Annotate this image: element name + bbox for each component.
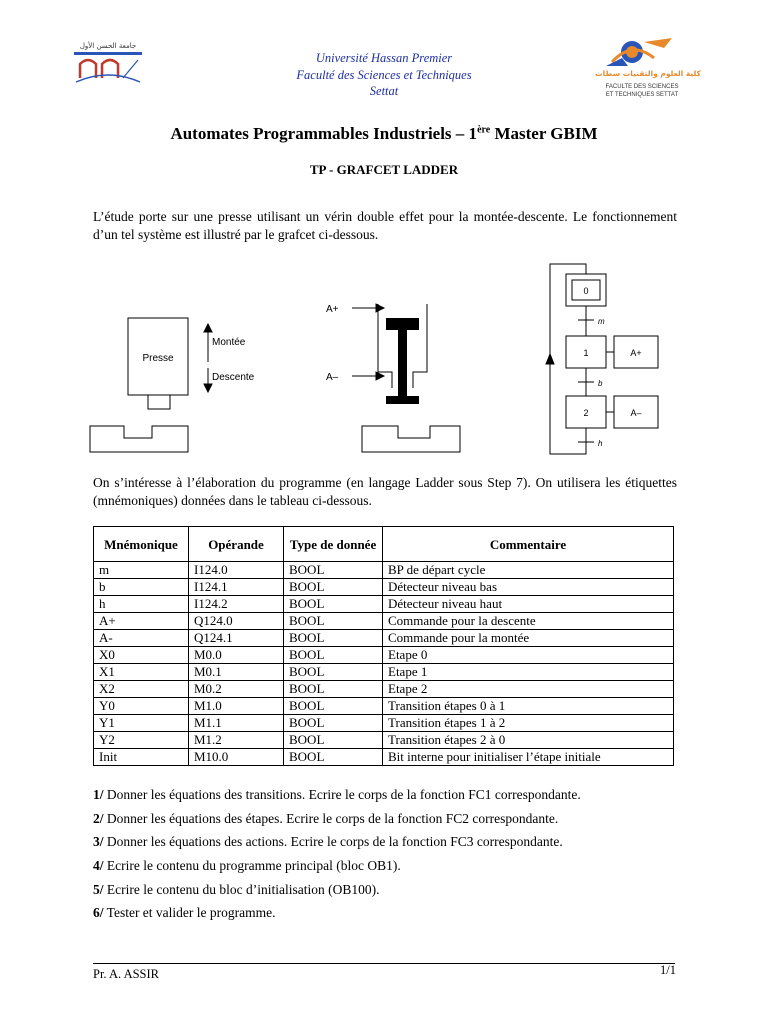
table-intro-paragraph: On s’intéresse à l’élaboration du programme (en langage Ladder sous Step 7). On utilisera les étiquettes (mnémoniques) données dans le tableau ci-dessous. <box>93 475 677 508</box>
table-cell: Y2 <box>94 732 189 749</box>
transition-m-label: m <box>598 317 605 326</box>
question-item <box>93 786 693 810</box>
question-number: 4/ <box>93 858 104 874</box>
table-row <box>94 681 674 698</box>
up-label: Montée <box>212 337 246 348</box>
table-cell: Etape 0 <box>383 647 674 664</box>
table-cell: BOOL <box>284 562 383 579</box>
table-row <box>94 715 674 732</box>
intro-paragraph: L’étude porte sur une presse utilisant un vérin double effet pour la montée-descente. Le fonctionnement d’un tel système est illustré par le grafcet ci-dessous. <box>93 209 677 242</box>
table-cell: Q124.1 <box>189 630 284 647</box>
press-label: Presse <box>142 353 174 364</box>
a-plus-label: A+ <box>326 304 339 315</box>
col-commentaire: Commentaire <box>383 527 674 562</box>
transition-h-label: h <box>598 439 603 448</box>
questions-list <box>93 786 693 928</box>
question-number: 6/ <box>93 905 104 921</box>
question-item <box>93 857 693 881</box>
table-cell: Transition étapes 0 à 1 <box>383 698 674 715</box>
table-cell: BOOL <box>284 630 383 647</box>
step-1-label: 1 <box>583 348 589 358</box>
logo-right-line1: FACULTE DES SCIENCES <box>605 84 679 90</box>
question-item <box>93 904 693 928</box>
table-cell: Commande pour la montée <box>383 630 674 647</box>
table-cell: X1 <box>94 664 189 681</box>
table-cell: Transition étapes 1 à 2 <box>383 715 674 732</box>
logo-right-line2: ET TECHNIQUES SETTAT <box>605 92 679 98</box>
table-row <box>94 579 674 596</box>
document-title: Automates Programmables Industriels – 1ère Master GBIM <box>170 124 598 143</box>
a-minus-arrow-icon <box>376 372 384 380</box>
table-cell: A+ <box>94 613 189 630</box>
a-minus-label: A– <box>326 372 339 383</box>
action-2-label: A– <box>630 408 642 418</box>
table-cell: M1.1 <box>189 715 284 732</box>
question-text: Tester et valider le programme. <box>103 905 276 921</box>
step-2-label: 2 <box>583 408 589 418</box>
diagram-svg <box>80 258 700 463</box>
table-cell: Etape 1 <box>383 664 674 681</box>
table-cell: Transition étapes 2 à 0 <box>383 732 674 749</box>
press-grafcet-diagram <box>80 258 700 463</box>
table-cell: BOOL <box>284 613 383 630</box>
logo-right-arabic-text: كلية العلوم والتقنيات سطات <box>595 69 701 78</box>
table-cell: BOOL <box>284 749 383 766</box>
table-cell: M0.2 <box>189 681 284 698</box>
cylinder-die <box>362 426 460 452</box>
document-subtitle: TP - GRAFCET LADDER <box>309 162 459 177</box>
table-row <box>94 562 674 579</box>
table-row <box>94 613 674 630</box>
table-row <box>94 664 674 681</box>
col-mnemonique: Mnémonique <box>94 527 189 562</box>
table-cell: h <box>94 596 189 613</box>
table-cell: BOOL <box>284 715 383 732</box>
table-cell: M0.1 <box>189 664 284 681</box>
question-number: 5/ <box>93 881 104 897</box>
table-cell: BOOL <box>284 681 383 698</box>
question-number: 3/ <box>93 834 104 850</box>
a-plus-arrow-icon <box>376 304 384 312</box>
table-cell: I124.0 <box>189 562 284 579</box>
question-number: 2/ <box>93 810 104 826</box>
step-0-label: 0 <box>583 286 589 296</box>
table-cell: BP de départ cycle <box>383 562 674 579</box>
table-row <box>94 596 674 613</box>
piston-rod <box>398 330 407 396</box>
table-row <box>94 698 674 715</box>
table-cell: Y0 <box>94 698 189 715</box>
table-cell: M10.0 <box>189 749 284 766</box>
table-cell: m <box>94 562 189 579</box>
table-cell: A- <box>94 630 189 647</box>
faculty-name: Faculté des Sciences et Techniques <box>296 67 472 82</box>
table-cell: M1.0 <box>189 698 284 715</box>
question-item <box>93 881 693 905</box>
table-cell: Bit interne pour initialiser l’étape initiale <box>383 749 674 766</box>
table-cell: BOOL <box>284 664 383 681</box>
down-label: Descente <box>212 372 255 383</box>
question-text: Ecrire le contenu du bloc d’initialisation (OB100). <box>103 881 380 897</box>
piston-tool <box>386 396 419 404</box>
table-row <box>94 749 674 766</box>
table-cell: X0 <box>94 647 189 664</box>
table-cell: BOOL <box>284 698 383 715</box>
down-arrow-icon <box>204 384 212 392</box>
table-cell: BOOL <box>284 596 383 613</box>
question-number: 1/ <box>93 787 104 802</box>
table-row <box>94 732 674 749</box>
press-die <box>90 426 188 452</box>
table-cell: Commande pour la descente <box>383 613 674 630</box>
faculty-logo <box>592 36 701 102</box>
footer-page-number: 1/1 <box>660 963 676 977</box>
cylinder-right-wall <box>413 304 427 388</box>
table-cell: Détecteur niveau haut <box>383 596 674 613</box>
press-punch <box>148 395 170 409</box>
table-cell: BOOL <box>284 732 383 749</box>
transition-b-label: b <box>598 379 603 388</box>
table-cell: I124.2 <box>189 596 284 613</box>
question-item <box>93 810 693 834</box>
table-cell: Y1 <box>94 715 189 732</box>
table-header-row <box>94 527 674 562</box>
up-arrow-icon <box>204 324 212 332</box>
mnemonics-table <box>93 526 674 766</box>
footer-divider <box>93 963 675 964</box>
action-1-label: A+ <box>630 348 642 358</box>
city-name: Settat <box>369 84 399 98</box>
question-item <box>93 833 693 857</box>
table-cell: BOOL <box>284 647 383 664</box>
piston-head <box>386 318 419 330</box>
loop-back-link <box>550 264 589 454</box>
question-text: Donner les équations des étapes. Ecrire le corps de la fonction FC2 correspondante. <box>103 810 559 826</box>
table-cell: X2 <box>94 681 189 698</box>
table-row <box>94 630 674 647</box>
table-cell: Q124.0 <box>189 613 284 630</box>
table-cell: Détecteur niveau bas <box>383 579 674 596</box>
table-body <box>94 562 674 766</box>
question-text: Donner les équations des actions. Ecrire le corps de la fonction FC3 correspondante. <box>103 834 563 850</box>
table-row <box>94 647 674 664</box>
table-cell: M1.2 <box>189 732 284 749</box>
col-operande: Opérande <box>189 527 284 562</box>
table-cell: Init <box>94 749 189 766</box>
col-type: Type de donnée <box>284 527 383 562</box>
question-text: Ecrire le contenu du programme principal (bloc OB1). <box>103 858 401 874</box>
table-cell: I124.1 <box>189 579 284 596</box>
university-name: Université Hassan Premier <box>315 51 453 65</box>
table-cell: M0.0 <box>189 647 284 664</box>
question-text: Donner les équations des transitions. Ecrire le corps de la fonction FC1 correspondante. <box>103 787 581 802</box>
table-cell: Etape 2 <box>383 681 674 698</box>
table-cell: b <box>94 579 189 596</box>
table-cell: BOOL <box>284 579 383 596</box>
footer-author: Pr. A. ASSIR <box>93 967 160 981</box>
logo-left-arabic-text: جامعة الحسن الأول <box>79 42 137 50</box>
loop-up-arrow-icon <box>546 354 554 364</box>
